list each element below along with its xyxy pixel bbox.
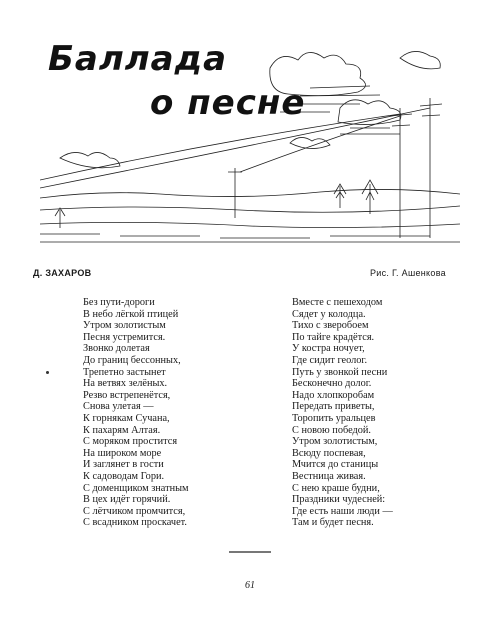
poem-line: Сядет у колодца. <box>292 308 366 320</box>
section-divider <box>229 551 271 553</box>
poem-line: С нею краше будни, <box>292 482 380 494</box>
poem-line: Утром золотистым, <box>292 436 378 448</box>
author-name: Д. ЗАХАРОВ <box>33 268 92 278</box>
poem-line: С всадником проскачет. <box>83 517 187 529</box>
poem-line: Надо хлопкоробам <box>292 389 375 401</box>
poem-line: Бесконечно долог. <box>292 378 372 390</box>
poem-line: До границ бессонных, <box>83 354 181 366</box>
poem-line: Снова улетая — <box>83 401 154 413</box>
poem-line: И заглянет в гости <box>83 459 164 471</box>
poem-line: Вестница живая. <box>292 470 366 482</box>
poem-line: Там и будет песня. <box>292 517 374 529</box>
poem-line: Утром золотистым <box>83 320 166 332</box>
poem-line: С доменщиком знатным <box>83 482 189 494</box>
poem-line: Без пути-дороги <box>83 297 155 308</box>
poem-column-right <box>292 297 393 529</box>
poem-line: К садоводам Гори. <box>83 470 165 482</box>
poem-line: У костра ночует, <box>292 343 365 355</box>
poem-line: С моряком простится <box>83 436 178 448</box>
poem-line: Передать приветы, <box>292 401 375 413</box>
poem-column-left <box>83 297 189 529</box>
title-line-1: Баллада <box>48 39 228 79</box>
poem-line: Тихо с зверобоем <box>292 320 369 332</box>
margin-mark <box>46 371 49 374</box>
poem-line: К пахарям Алтая. <box>83 424 161 436</box>
poem-line: Резво встрепенётся, <box>83 389 171 401</box>
poem-line: Трепетно застынет <box>83 366 166 378</box>
poem-line: Песня устремится. <box>83 331 166 343</box>
poem-line: В небо лёгкой птицей <box>83 308 179 320</box>
poem-line: Звонко долетая <box>83 343 150 355</box>
poem-line: Праздники чудесней: <box>292 494 386 506</box>
poem-line: Где есть наши люди — <box>292 505 393 517</box>
poem-line: По тайге крадётся. <box>292 331 375 343</box>
poem-line: С новою победой. <box>292 424 371 436</box>
title-line-2: о песне <box>150 83 306 123</box>
poem-line: Всюду поспевая, <box>292 447 366 459</box>
poem-line: Мчится до станицы <box>292 459 379 471</box>
poem-line: Путь у звонкой песни <box>292 366 388 378</box>
poem-line: На ветвях зелёных. <box>83 378 168 390</box>
illustrator-credit: Рис. Г. Ашенкова <box>369 268 446 278</box>
poem-line: С лётчиком промчится, <box>83 505 186 517</box>
poem-line: Торопить уральцев <box>292 412 376 424</box>
poem-line: Вместе с пешеходом <box>292 297 383 308</box>
poem-line: Где сидит геолог. <box>292 354 368 366</box>
poem-line: В цех идёт горячий. <box>83 494 171 506</box>
poem-line: На широком море <box>83 447 162 459</box>
page-number: 61 <box>245 580 255 591</box>
poem-line: К горнякам Сучана, <box>83 412 170 424</box>
